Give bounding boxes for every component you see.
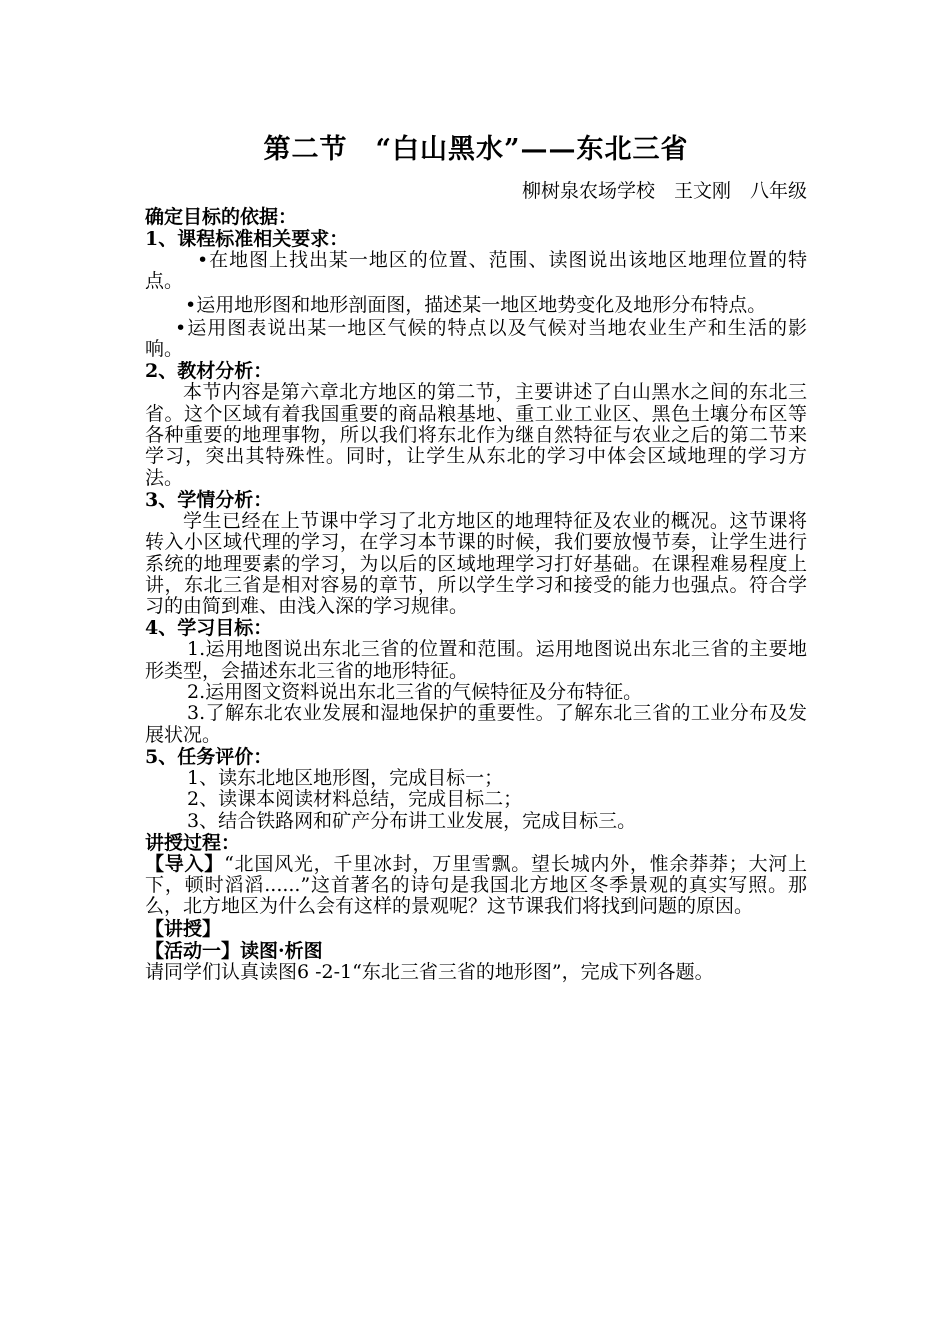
- section-heading-textbook: 2、教材分析：: [145, 360, 273, 383]
- process-heading: 讲授过程：: [145, 831, 241, 854]
- student-analysis-paragraph: 学生已经在上节课中学习了北方地区的地理特征及农业的概况。这节课将转入小区域代理的学习，在学习本节课的时候，我们要放慢节奏，让学生进行系统的地理要素的学习，为以后的区域地理学习打好基础。在课程难易程度上讲，东北三省是相对容易的章节，所以学生学习和接受的能力也强点。符合学习的由简到难、由浅入深的学习规律。: [145, 509, 807, 618]
- objective-item: 2.运用图文资料说出东北三省的气候特征及分布特征。: [187, 681, 643, 704]
- activity-one-text: 请同学们认真读图6 -2-1“东北三省三省的地形图”，完成下列各题。: [145, 960, 714, 983]
- basis-heading: 确定目标的依据：: [145, 206, 298, 228]
- intro-text: “北国风光，千里冰封，万里雪飘。望长城内外，惟余莽莽；大河上下，顿时滔滔......”这首著名的诗句是我国北方地区冬季景观的真实写照。那么，北方地区为什么会有这样的景观呢？这节课我们将找到问题的原因。: [145, 852, 807, 918]
- activity-one-heading: 【活动一】读图·析图: [145, 939, 323, 962]
- page-title: 第二节 “白山黑水”——东北三省: [263, 134, 689, 165]
- objective-item: 1.运用地图说出东北三省的位置和范围。运用地图说出东北三省的主要地形类型，会描述东北三省的地形特征。: [145, 638, 807, 682]
- intro-paragraph: [145, 854, 807, 918]
- standard-bullet: •在地图上找出某一地区的位置、范围、读图说出该地区地理位置的特点。: [145, 249, 807, 293]
- section-heading-objectives: 4、学习目标：: [145, 617, 273, 640]
- section-heading-standards: 1、课程标准相关要求：: [145, 228, 349, 250]
- evaluation-item: 1、读东北地区地形图，完成目标一；: [187, 766, 504, 789]
- teach-heading: 【讲授】: [145, 917, 222, 940]
- document-page: [145, 128, 807, 983]
- evaluation-item: 2、读课本阅读材料总结，完成目标二；: [187, 788, 523, 811]
- intro-label: 【导入】: [145, 852, 225, 875]
- textbook-analysis-paragraph: 本节内容是第六章北方地区的第二节，主要讲述了白山黑水之间的东北三省。这个区域有着我国重要的商品粮基地、重工业工业区、黑色土壤分布区等各种重要的地理事物，所以我们将东北作为继自然特征与农业之后的第二节来学习，突出其特殊性。同时，让学生从东北的学习中体会区域地理的学习方法。: [145, 381, 807, 489]
- standard-bullet: •运用地形图和地形剖面图，描述某一地区地势变化及地形分布特点。: [185, 293, 767, 316]
- standard-bullet: •运用图表说出某一地区气候的特点以及气候对当地农业生产和生活的影响。: [145, 316, 807, 361]
- section-heading-evaluation: 5、任务评价：: [145, 745, 273, 768]
- evaluation-item: 3、结合铁路网和矿产分布讲工业发展，完成目标三。: [187, 809, 637, 832]
- objective-item: 3.了解东北农业发展和湿地保护的重要性。了解东北三省的工业分布及发展状况。: [145, 702, 807, 746]
- author-line: 柳树泉农场学校 王文刚 八年级: [521, 180, 807, 202]
- section-heading-students: 3、学情分析：: [145, 488, 273, 511]
